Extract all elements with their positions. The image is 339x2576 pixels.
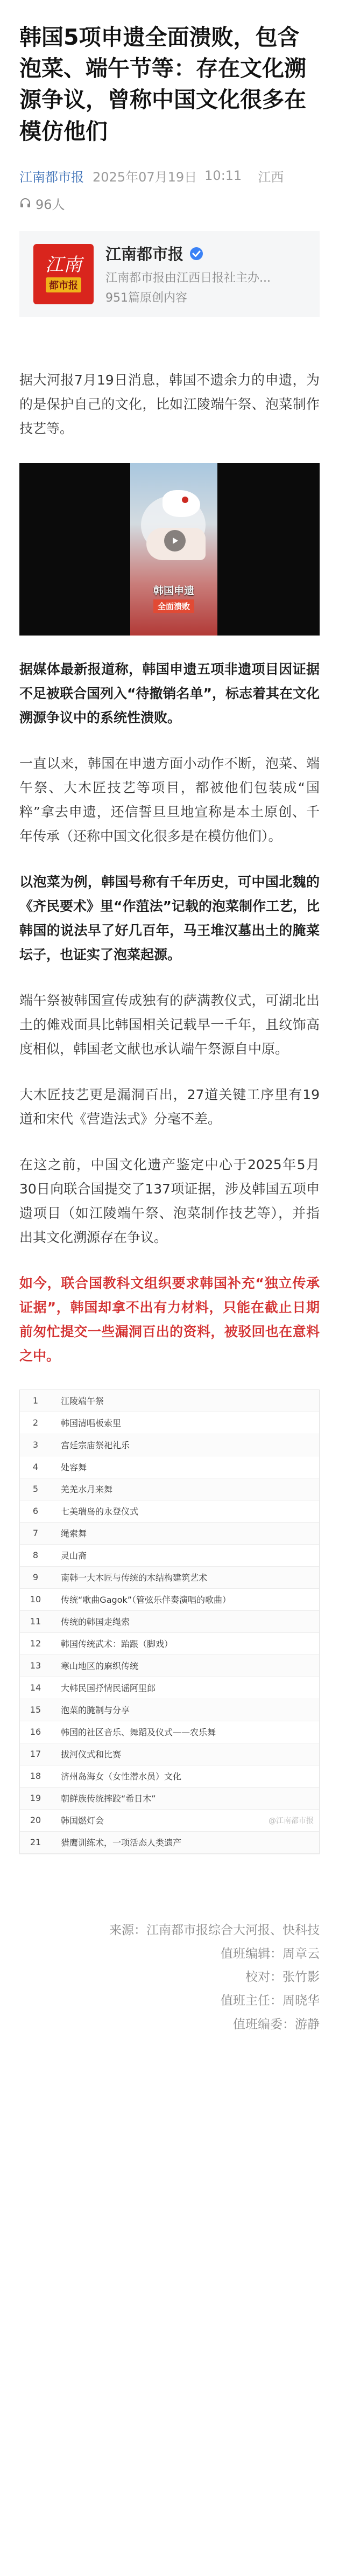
row-heritage-name: 韩国清唱板索里: [61, 1418, 122, 1429]
paragraph-dragon-boat: 端午祭被韩国宣传成独有的萨满教仪式，可湖北出土的傩戏面具比韩国相关记载早一千年，且纹饰高度相似，韩国老文献也承认端午祭源自中原。: [19, 992, 320, 1057]
row-heritage-name: 猎鹰训练术，一项活态人类遗产: [61, 1838, 182, 1848]
listen-count[interactable]: [0, 185, 339, 213]
row-number: 8: [32, 1550, 39, 1561]
account-info: [105, 242, 271, 305]
verified-badge-icon: [189, 246, 204, 261]
row-heritage-name: 朝鲜族传统摔跤“希日木”: [61, 1793, 156, 1804]
row-heritage-name: 南韩一大木匠与传统的木结构建筑艺术: [61, 1573, 208, 1583]
article-meta: [0, 147, 339, 185]
row-number: 15: [30, 1705, 41, 1715]
row-heritage-name: 江陵端午祭: [61, 1396, 104, 1407]
video-caption-line2: 全面溃败: [153, 599, 194, 613]
table-watermark: @江南都市报: [269, 1816, 314, 1825]
row-number: 5: [32, 1484, 39, 1495]
heritage-list-table: [19, 1390, 320, 1854]
row-heritage-name: 绳索舞: [61, 1528, 87, 1539]
row-number: 9: [32, 1572, 39, 1583]
credit-director: 值班主任：周晓华: [221, 1993, 320, 2008]
table-row: [20, 1500, 319, 1523]
row-heritage-name: 羌羌水月来舞: [61, 1484, 113, 1495]
logo-line2: 都市报: [46, 277, 81, 292]
video-caption: [130, 583, 217, 613]
video-player[interactable]: [19, 463, 320, 636]
row-number: 6: [32, 1506, 39, 1517]
row-heritage-name: 济州岛海女（女性潜水员）文化: [61, 1771, 182, 1782]
row-number: 17: [30, 1749, 41, 1760]
row-number: 12: [30, 1638, 41, 1649]
row-number: 13: [30, 1660, 41, 1671]
headphones-icon: [19, 197, 31, 209]
table-row: [20, 1788, 319, 1810]
row-number: 4: [32, 1462, 39, 1472]
credit-proofreader: 校对：张竹影: [245, 1970, 320, 1985]
video-thumbnail: [130, 463, 217, 636]
table-row: [20, 1412, 319, 1434]
row-number: 7: [32, 1528, 39, 1539]
row-number: 16: [30, 1727, 41, 1737]
table-row: [20, 1456, 319, 1478]
credit-source: 来源：江南都市报综合大河报、快科技: [109, 1923, 320, 1937]
row-number: 2: [32, 1418, 39, 1428]
table-row: [20, 1765, 319, 1788]
account-name: 江南都市报: [105, 245, 184, 264]
table-row: [20, 1655, 319, 1677]
table-row: [20, 1832, 319, 1854]
row-number: 18: [30, 1771, 41, 1782]
row-number: 10: [30, 1594, 41, 1605]
row-number: 11: [30, 1616, 41, 1627]
paragraph-report: 据媒体最新报道称，韩国申遗五项非遗项目因证据不足被联合国列入“待撤销名单”，标志着其在文化溯源争议中的系统性溃败。: [19, 661, 320, 725]
account-name-row: [105, 242, 271, 264]
publish-date: 2025年07月19日: [93, 169, 197, 185]
table-row: [20, 1589, 319, 1611]
row-heritage-name: 韩国的社区音乐、舞蹈及仪式——农乐舞: [61, 1727, 216, 1738]
row-heritage-name: 处容舞: [61, 1462, 87, 1473]
paragraph-background: 一直以来，韩国在申遗方面小动作不断，泡菜、端午祭、大木匠技艺等项目，都被他们包装成“国粹”拿去申遗，还信誓旦旦地宣称是本土原创、千年传承（还称中国文化很多是在模仿他们）。: [19, 755, 320, 844]
row-heritage-name: 七美瑞岛的永登仪式: [61, 1506, 139, 1517]
table-row: [20, 1390, 319, 1412]
row-heritage-name: 宫廷宗庙祭祀礼乐: [61, 1440, 130, 1451]
row-heritage-name: 拔河仪式和比赛: [61, 1749, 122, 1760]
table-row: [20, 1743, 319, 1765]
table-row: [20, 1545, 319, 1567]
article-credits: [0, 1919, 339, 2036]
publish-region: 江西: [258, 169, 284, 185]
row-heritage-name: 寒山地区的麻织传统: [61, 1661, 139, 1672]
credit-editor: 值班编辑：周章云: [221, 1946, 320, 1961]
row-heritage-name: 灵山斋: [61, 1551, 87, 1561]
play-icon[interactable]: [164, 530, 186, 551]
row-heritage-name: 韩国传统武术：跆跟（脚戏）: [61, 1639, 173, 1650]
row-heritage-name: 韩国燃灯会: [61, 1816, 104, 1826]
logo-line1: 江南: [45, 254, 82, 276]
row-number: 3: [32, 1440, 39, 1450]
credit-chief: 值班编委：游静: [233, 2017, 320, 2032]
row-number: 19: [30, 1793, 41, 1804]
publish-time: 10:11: [204, 168, 242, 184]
table-row: [20, 1677, 319, 1699]
account-stats: 951篇原创内容: [105, 291, 187, 305]
account-card[interactable]: [19, 231, 320, 317]
row-number: 21: [30, 1837, 41, 1848]
row-number: 20: [30, 1815, 41, 1826]
table-row: [20, 1699, 319, 1721]
paragraph-kimchi: 以泡菜为例，韩国号称有千年历史，可中国北魏的《齐民要术》里“作菹法”记载的泡菜制作工艺，比韩国的说法早了好几百年，马王堆汉墓出土的腌菜坛子，也证实了泡菜起源。: [19, 874, 320, 962]
source-link[interactable]: 江南都市报: [19, 169, 84, 185]
table-row: [20, 1721, 319, 1743]
table-row: [20, 1523, 319, 1545]
account-description: 江南都市报由江西日报社主办...: [105, 271, 271, 285]
paragraph-carpentry: 大木匠技艺更是漏洞百出，27道关键工序里有19道和宋代《营造法式》分毫不差。: [19, 1086, 320, 1127]
row-number: 14: [30, 1683, 41, 1693]
listen-count-label: 96人: [36, 197, 65, 212]
paragraph-evidence: 在这之前，中国文化遗产鉴定中心于2025年5月30日向联合国提交了137项证据，涉及韩国五项申遗项目（如江陵端午祭、泡菜制作技艺等），并指出其文化溯源存在争议。: [19, 1156, 320, 1245]
table-row: [20, 1567, 319, 1589]
article-title: 韩国5项申遗全面溃败，包含泡菜、端午节等：存在文化溯源争议，曾称中国文化很多在模仿他们: [19, 24, 306, 144]
table-row: [20, 1478, 319, 1500]
paragraph-conclusion: 如今，联合国教科文组织要求韩国补充“独立传承证据”，韩国却拿不出有力材料，只能在截止日期前匆忙提交一些漏洞百出的资料，被驳回也在意料之中。: [19, 1275, 320, 1364]
row-heritage-name: 大韩民国抒情民谣阿里郎: [61, 1683, 156, 1694]
table-row: [20, 1611, 319, 1633]
video-caption-line1: 韩国申遗: [153, 584, 194, 597]
table-row: [20, 1434, 319, 1456]
account-logo: [33, 244, 94, 304]
paragraph-intro: 据大河报7月19日消息，韩国不遗余力的申遗，为的是保护自己的文化，比如江陵端午祭、泡菜制作技艺等。: [19, 372, 320, 436]
row-number: 1: [32, 1395, 39, 1406]
row-heritage-name: 泡菜的腌制与分享: [61, 1705, 130, 1716]
row-heritage-name: 传统“歌曲Gagok”（管弦乐伴奏演唱的歌曲）: [61, 1595, 231, 1605]
table-row: [20, 1633, 319, 1655]
row-heritage-name: 传统的韩国走绳索: [61, 1617, 130, 1628]
